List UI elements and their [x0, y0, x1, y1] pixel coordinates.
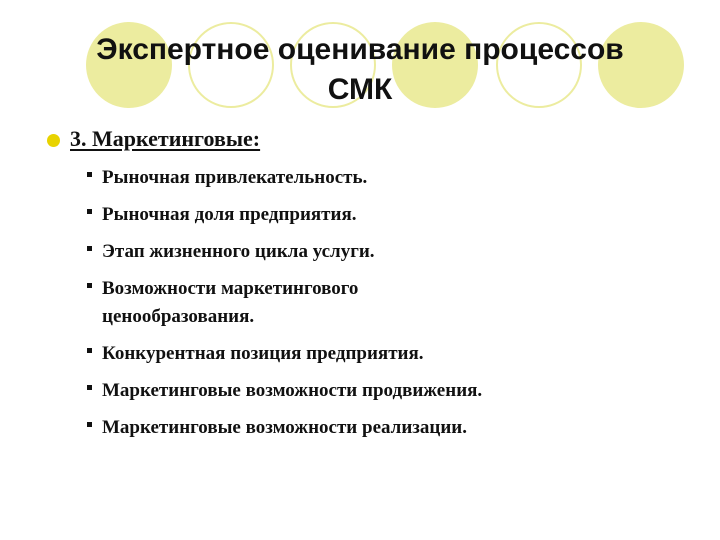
list-item-text: Маркетинговые возможности реализации. [102, 417, 467, 438]
section-heading [44, 124, 694, 154]
list-item-text: Этап жизненного цикла услуги. [102, 241, 375, 262]
list-item [44, 414, 694, 442]
square-bullet-icon [87, 246, 92, 251]
square-bullet-icon [87, 385, 92, 390]
square-bullet-icon [87, 209, 92, 214]
list-item-text: Рыночная доля предприятия. [102, 204, 357, 225]
list-item [44, 340, 694, 368]
square-bullet-icon [87, 422, 92, 427]
list-item-text: Рыночная привлекательность. [102, 167, 368, 188]
list-item-text: Возможности маркетингового ценообразования. [102, 278, 359, 327]
list-item [44, 201, 694, 229]
list-item-text: Конкурентная позиция предприятия. [102, 343, 424, 364]
list-item [44, 238, 694, 266]
list-item [44, 275, 694, 331]
title-line-2: СМК [327, 73, 393, 106]
square-bullet-icon [87, 283, 92, 288]
section-heading-text: 3. Маркетинговые: [70, 126, 261, 151]
square-bullet-icon [87, 348, 92, 353]
slide-title [20, 30, 700, 110]
list-item [44, 164, 694, 192]
title-line-1: Экспертное оценивание процессов [96, 33, 624, 66]
slide-content [44, 124, 694, 451]
list-item-text: Маркетинговые возможности продвижения. [102, 380, 483, 401]
criteria-list [44, 164, 694, 442]
square-bullet-icon [87, 172, 92, 177]
list-item [44, 377, 694, 405]
round-bullet-icon [47, 134, 60, 147]
